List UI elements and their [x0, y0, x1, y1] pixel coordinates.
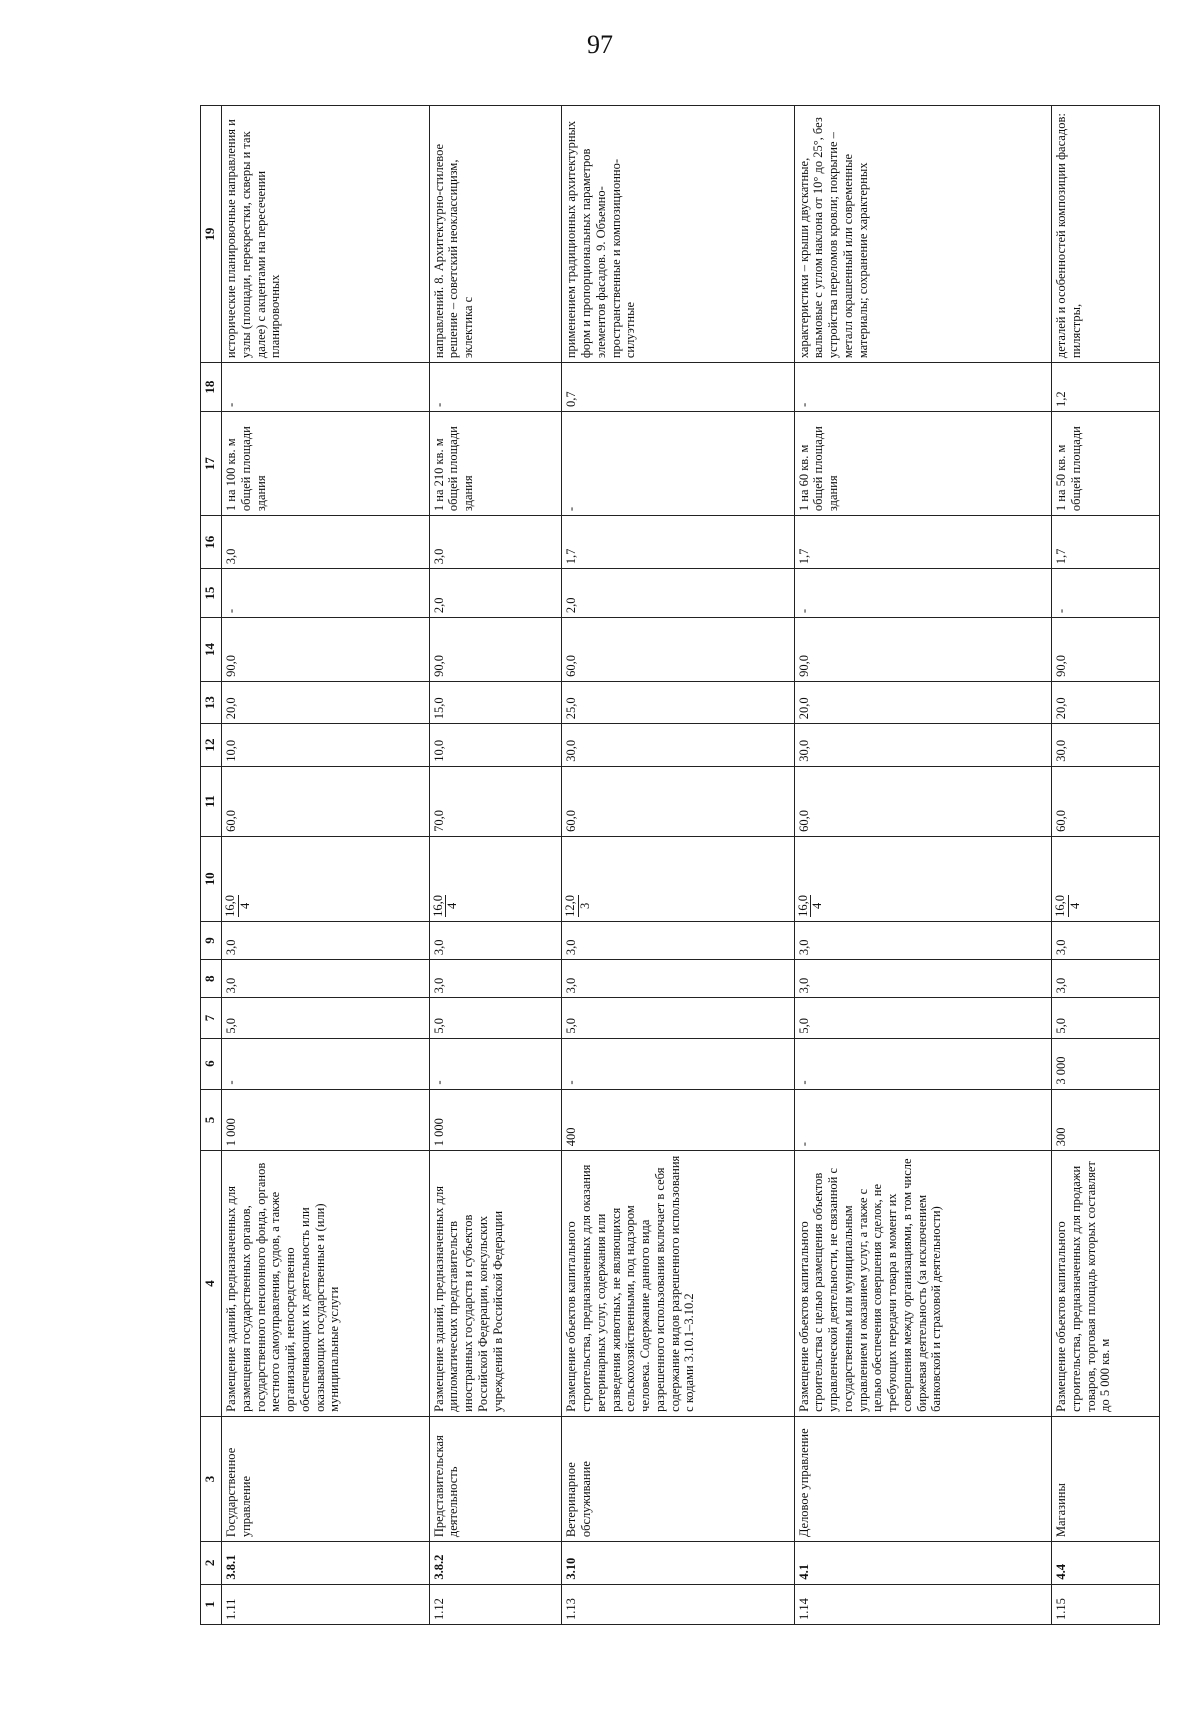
cell-9: 3,0	[562, 921, 794, 959]
cell-19: исторические планировочные направления и узлы (площади, перекрестки, скверы и так далее) с акцентами на пересечении планировочных	[222, 106, 430, 363]
cell-16: 3,0	[429, 516, 562, 569]
cell-13: 20,0	[222, 681, 430, 723]
cell-7: 5,0	[1052, 998, 1160, 1038]
fraction-numerator: 12,0	[563, 894, 578, 917]
cell-19: деталей и особенностей композиции фасадов: пилястры,	[1052, 106, 1160, 363]
height-fraction	[797, 895, 826, 917]
cell-5: 1 000	[429, 1089, 562, 1151]
use-code: 3.8.2	[429, 1542, 562, 1584]
cell-11: 70,0	[429, 766, 562, 836]
column-header: 7	[201, 998, 222, 1038]
page-number: 97	[587, 30, 613, 59]
use-name: Представительская деятельность	[429, 1416, 562, 1541]
cell-9: 3,0	[794, 921, 1051, 959]
table-row	[1052, 106, 1160, 1625]
cell-10	[562, 836, 794, 921]
use-description: Размещение зданий, предназначенных для размещения государственных органов, государственного пенсионного фонда, органов местного самоуправления, судов, а также организаций, непосредственно обеспечивающих их деятельность или оказывающих государственные и (или) муниципальные услуги	[222, 1151, 430, 1417]
cell-7: 5,0	[429, 998, 562, 1038]
cell-17: 1 на 100 кв. м общей площади здания	[222, 412, 430, 516]
fraction-denominator: 4	[810, 902, 825, 910]
column-header: 19	[201, 106, 222, 363]
cell-16: 3,0	[222, 516, 430, 569]
column-number-header-row	[201, 106, 222, 1625]
use-description: Размещение объектов капитального строительства, предназначенных для оказания ветеринарных услуг, содержания или разведения животных, не являющихся сельскохозяйственными, под надзором человека. Содержание данного вида разрешенного использования включает в себя содержание видов разрешенного использования с кодами 3.10.1–3.10.2	[562, 1151, 794, 1417]
cell-5: -	[794, 1089, 1051, 1151]
cell-14: 90,0	[794, 618, 1051, 682]
cell-12: 30,0	[1052, 724, 1160, 766]
cell-18: -	[222, 363, 430, 412]
height-fraction	[224, 895, 253, 917]
column-header: 2	[201, 1542, 222, 1584]
fraction-numerator: 16,0	[1053, 894, 1067, 917]
table-row	[794, 106, 1051, 1625]
fraction-numerator: 16,0	[223, 894, 237, 917]
fraction-denominator: 4	[237, 902, 252, 910]
fraction-denominator: 4	[1067, 902, 1082, 910]
cell-15: 2,0	[429, 569, 562, 618]
cell-10	[429, 836, 562, 921]
use-description: Размещение зданий, предназначенных для дипломатических представительств иностранных государств и субъектов Российской Федерации, консульских учреждений в Российской Федерации	[429, 1151, 562, 1417]
use-name: Деловое управление	[794, 1416, 1051, 1541]
row-number: 1.12	[429, 1584, 562, 1624]
row-number: 1.14	[794, 1584, 1051, 1624]
cell-8: 3,0	[1052, 960, 1160, 998]
cell-9: 3,0	[1052, 921, 1160, 959]
cell-13: 15,0	[429, 681, 562, 723]
fraction-denominator: 4	[445, 902, 460, 910]
cell-12: 30,0	[794, 724, 1051, 766]
cell-12: 10,0	[222, 724, 430, 766]
use-code: 4.1	[794, 1542, 1051, 1584]
cell-5: 400	[562, 1089, 794, 1151]
use-code: 3.10	[562, 1542, 794, 1584]
cell-15: -	[794, 569, 1051, 618]
cell-15: 2,0	[562, 569, 794, 618]
cell-15: -	[222, 569, 430, 618]
cell-17: 1 на 50 кв. м общей площади	[1052, 412, 1160, 516]
table-row	[429, 106, 562, 1625]
cell-14: 60,0	[562, 618, 794, 682]
cell-8: 3,0	[562, 960, 794, 998]
column-header: 9	[201, 921, 222, 959]
use-name: Ветеринарное обслуживание	[562, 1416, 794, 1541]
cell-18: 0,7	[562, 363, 794, 412]
cell-18: 1,2	[1052, 363, 1160, 412]
cell-16: 1,7	[794, 516, 1051, 569]
cell-11: 60,0	[222, 766, 430, 836]
cell-12: 10,0	[429, 724, 562, 766]
column-header: 6	[201, 1038, 222, 1089]
column-header: 3	[201, 1416, 222, 1541]
height-fraction	[564, 895, 593, 917]
column-header: 14	[201, 618, 222, 682]
cell-19: применением традиционных архитектурных форм и пропорциональных параметров элементов фасадов. 9. Объемно-пространственные и композиционно-силуэтные	[562, 106, 794, 363]
use-name: Государственное управление	[222, 1416, 430, 1541]
height-fraction	[432, 895, 461, 917]
cell-7: 5,0	[794, 998, 1051, 1038]
cell-5: 1 000	[222, 1089, 430, 1151]
fraction-numerator: 16,0	[795, 894, 810, 917]
cell-9: 3,0	[222, 921, 430, 959]
cell-9: 3,0	[429, 921, 562, 959]
use-description: Размещение объектов капитального строительства, предназначенных для продажи товаров, торговая площадь которых составляет до 5 000 кв. м	[1052, 1151, 1160, 1417]
cell-18: -	[794, 363, 1051, 412]
cell-13: 25,0	[562, 681, 794, 723]
column-header: 12	[201, 724, 222, 766]
row-number: 1.11	[222, 1584, 430, 1624]
use-name: Магазины	[1052, 1416, 1160, 1541]
zoning-parameters-table	[200, 105, 1160, 1625]
cell-15: -	[1052, 569, 1160, 618]
column-header: 15	[201, 569, 222, 618]
use-code: 3.8.1	[222, 1542, 430, 1584]
column-header: 10	[201, 836, 222, 921]
cell-6: -	[562, 1038, 794, 1089]
cell-17: -	[562, 412, 794, 516]
cell-19: направлений. 8. Архитектурно-стилевое решение – советский неоклассицизм, эклектика с	[429, 106, 562, 363]
cell-8: 3,0	[794, 960, 1051, 998]
fraction-numerator: 16,0	[430, 894, 445, 917]
column-header: 18	[201, 363, 222, 412]
use-code: 4.4	[1052, 1542, 1160, 1584]
column-header: 13	[201, 681, 222, 723]
cell-10	[222, 836, 430, 921]
table-row	[562, 106, 794, 1625]
rotated-table-region	[200, 105, 1160, 1625]
cell-8: 3,0	[429, 960, 562, 998]
cell-8: 3,0	[222, 960, 430, 998]
cell-13: 20,0	[1052, 681, 1160, 723]
rotated-table-frame	[200, 105, 1160, 1625]
cell-11: 60,0	[562, 766, 794, 836]
cell-11: 60,0	[1052, 766, 1160, 836]
column-header: 1	[201, 1584, 222, 1624]
column-header: 8	[201, 960, 222, 998]
column-header: 17	[201, 412, 222, 516]
cell-17: 1 на 60 кв. м общей площади здания	[794, 412, 1051, 516]
column-header: 16	[201, 516, 222, 569]
fraction-denominator: 3	[578, 902, 593, 910]
height-fraction	[1054, 895, 1083, 917]
cell-16: 1,7	[562, 516, 794, 569]
cell-16: 1,7	[1052, 516, 1160, 569]
cell-14: 90,0	[1052, 618, 1160, 682]
cell-6: -	[429, 1038, 562, 1089]
row-number: 1.15	[1052, 1584, 1160, 1624]
cell-17: 1 на 210 кв. м общей площади здания	[429, 412, 562, 516]
cell-5: 300	[1052, 1089, 1160, 1151]
use-description: Размещение объектов капитального строительства с целью размещения объектов управленческой деятельности, не связанной с государственным или муниципальным управлением и оказанием услуг, а также с целью обеспечения совершения сделок, не требующих передачи товара в момент их совершения между организациями, в том числе биржевая деятельность (за исключением банковской и страховой деятельности)	[794, 1151, 1051, 1417]
cell-19: характеристики – крыши двускатные, вальмовые с углом наклона от 10° до 25°, без устройства переломов кровли; покрытие – металл окрашенный или современные материалы; сохранение характерных	[794, 106, 1051, 363]
cell-10	[794, 836, 1051, 921]
column-header: 4	[201, 1151, 222, 1417]
cell-6: -	[794, 1038, 1051, 1089]
column-header: 5	[201, 1089, 222, 1151]
column-header: 11	[201, 766, 222, 836]
cell-6: 3 000	[1052, 1038, 1160, 1089]
cell-18: -	[429, 363, 562, 412]
cell-12: 30,0	[562, 724, 794, 766]
cell-13: 20,0	[794, 681, 1051, 723]
cell-10	[1052, 836, 1160, 921]
table-row	[222, 106, 430, 1625]
cell-14: 90,0	[222, 618, 430, 682]
cell-7: 5,0	[222, 998, 430, 1038]
cell-11: 60,0	[794, 766, 1051, 836]
cell-7: 5,0	[562, 998, 794, 1038]
cell-14: 90,0	[429, 618, 562, 682]
cell-6: -	[222, 1038, 430, 1089]
row-number: 1.13	[562, 1584, 794, 1624]
